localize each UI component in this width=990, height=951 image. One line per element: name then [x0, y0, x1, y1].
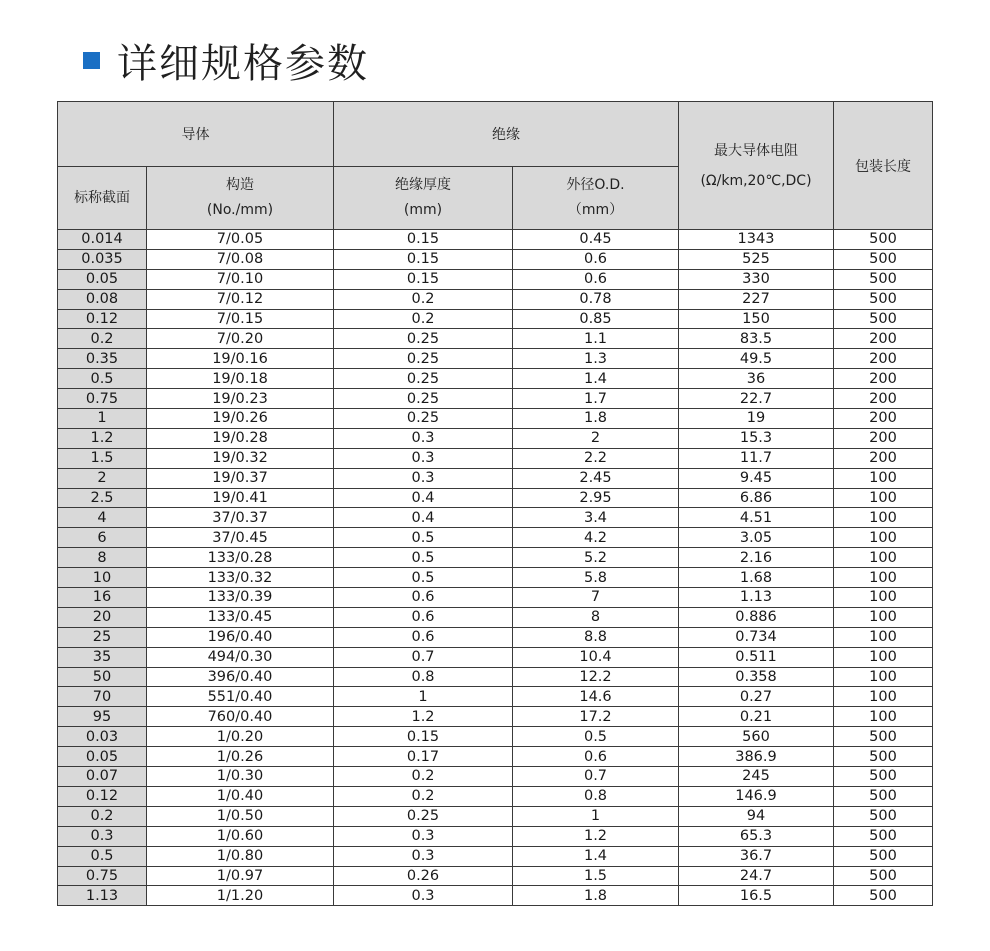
cell-nominal-section: 1.2 — [58, 428, 147, 448]
cell-nominal-section: 0.75 — [58, 389, 147, 409]
cell-nominal-section: 0.07 — [58, 767, 147, 787]
table-row — [58, 568, 933, 588]
cell-construction: 133/0.28 — [147, 548, 334, 568]
cell-package-length: 100 — [834, 568, 933, 588]
cell-outer-diameter: 1.1 — [513, 329, 679, 349]
cell-nominal-section: 0.75 — [58, 866, 147, 886]
header-nominal-section: 标称截面 — [58, 167, 147, 230]
cell-construction: 1/0.40 — [147, 786, 334, 806]
cell-package-length: 100 — [834, 607, 933, 627]
cell-construction: 196/0.40 — [147, 627, 334, 647]
header-construction-line2: (No./mm) — [206, 202, 274, 218]
cell-construction: 19/0.32 — [147, 448, 334, 468]
cell-construction: 396/0.40 — [147, 667, 334, 687]
cell-outer-diameter: 0.5 — [513, 727, 679, 747]
cell-package-length: 100 — [834, 627, 933, 647]
cell-max-resistance: 24.7 — [679, 866, 834, 886]
cell-package-length: 500 — [834, 727, 933, 747]
cell-nominal-section: 35 — [58, 647, 147, 667]
cell-insulation-thickness: 0.2 — [334, 289, 513, 309]
cell-max-resistance: 11.7 — [679, 448, 834, 468]
table-row — [58, 349, 933, 369]
cell-max-resistance: 36 — [679, 369, 834, 389]
cell-package-length: 500 — [834, 747, 933, 767]
cell-max-resistance: 6.86 — [679, 488, 834, 508]
table-row — [58, 528, 933, 548]
cell-construction: 1/0.50 — [147, 806, 334, 826]
cell-nominal-section: 70 — [58, 687, 147, 707]
cell-max-resistance: 525 — [679, 249, 834, 269]
header-insulation-thickness — [334, 167, 513, 230]
cell-insulation-thickness: 0.15 — [334, 230, 513, 250]
cell-nominal-section: 0.12 — [58, 786, 147, 806]
cell-outer-diameter: 1.5 — [513, 866, 679, 886]
cell-construction: 19/0.16 — [147, 349, 334, 369]
cell-max-resistance: 65.3 — [679, 826, 834, 846]
cell-insulation-thickness: 0.4 — [334, 488, 513, 508]
table-row — [58, 607, 933, 627]
header-ins-thickness-line2: (mm) — [403, 202, 443, 218]
cell-outer-diameter: 1.8 — [513, 886, 679, 906]
cell-insulation-thickness: 0.3 — [334, 448, 513, 468]
cell-construction: 1/0.80 — [147, 846, 334, 866]
cell-max-resistance: 94 — [679, 806, 834, 826]
cell-package-length: 500 — [834, 806, 933, 826]
cell-insulation-thickness: 0.3 — [334, 468, 513, 488]
cell-nominal-section: 50 — [58, 667, 147, 687]
cell-nominal-section: 0.2 — [58, 806, 147, 826]
table-row — [58, 707, 933, 727]
cell-nominal-section: 20 — [58, 607, 147, 627]
cell-max-resistance: 16.5 — [679, 886, 834, 906]
cell-nominal-section: 95 — [58, 707, 147, 727]
cell-outer-diameter: 8.8 — [513, 627, 679, 647]
cell-nominal-section: 1.13 — [58, 886, 147, 906]
cell-insulation-thickness: 0.25 — [334, 806, 513, 826]
cell-construction: 1/0.26 — [147, 747, 334, 767]
cell-insulation-thickness: 0.5 — [334, 528, 513, 548]
table-row — [58, 409, 933, 429]
header-outer-diameter — [513, 167, 679, 230]
cell-insulation-thickness: 1.2 — [334, 707, 513, 727]
cell-insulation-thickness: 0.3 — [334, 846, 513, 866]
cell-outer-diameter: 1.7 — [513, 389, 679, 409]
cell-outer-diameter: 5.8 — [513, 568, 679, 588]
cell-insulation-thickness: 0.17 — [334, 747, 513, 767]
cell-insulation-thickness: 1 — [334, 687, 513, 707]
cell-outer-diameter: 0.6 — [513, 269, 679, 289]
cell-outer-diameter: 0.8 — [513, 786, 679, 806]
header-outer-diameter-line2: （mm） — [567, 202, 624, 218]
cell-nominal-section: 0.12 — [58, 309, 147, 329]
cell-insulation-thickness: 0.25 — [334, 349, 513, 369]
cell-insulation-thickness: 0.5 — [334, 568, 513, 588]
cell-insulation-thickness: 0.15 — [334, 269, 513, 289]
cell-construction: 133/0.39 — [147, 588, 334, 608]
cell-construction: 551/0.40 — [147, 687, 334, 707]
cell-outer-diameter: 1 — [513, 806, 679, 826]
cell-package-length: 500 — [834, 826, 933, 846]
cell-nominal-section: 0.5 — [58, 369, 147, 389]
cell-outer-diameter: 0.6 — [513, 249, 679, 269]
header-outer-diameter-line1: 外径O.D. — [566, 177, 625, 193]
cell-nominal-section: 0.08 — [58, 289, 147, 309]
table-row — [58, 806, 933, 826]
cell-package-length: 100 — [834, 667, 933, 687]
cell-outer-diameter: 14.6 — [513, 687, 679, 707]
cell-package-length: 500 — [834, 786, 933, 806]
cell-insulation-thickness: 0.25 — [334, 369, 513, 389]
table-row — [58, 329, 933, 349]
header-max-resistance-line1: 最大导体电阻 — [714, 142, 798, 159]
cell-construction: 19/0.28 — [147, 428, 334, 448]
cell-max-resistance: 2.16 — [679, 548, 834, 568]
cell-max-resistance: 146.9 — [679, 786, 834, 806]
cell-max-resistance: 386.9 — [679, 747, 834, 767]
table-row — [58, 249, 933, 269]
cell-insulation-thickness: 0.2 — [334, 309, 513, 329]
cell-construction: 19/0.23 — [147, 389, 334, 409]
table-row — [58, 230, 933, 250]
cell-construction: 7/0.10 — [147, 269, 334, 289]
cell-nominal-section: 1.5 — [58, 448, 147, 468]
header-max-resistance — [679, 102, 834, 230]
cell-package-length: 100 — [834, 588, 933, 608]
cell-max-resistance: 83.5 — [679, 329, 834, 349]
header-insulation: 绝缘 — [334, 102, 679, 167]
cell-construction: 19/0.41 — [147, 488, 334, 508]
cell-construction: 133/0.45 — [147, 607, 334, 627]
cell-insulation-thickness: 0.3 — [334, 826, 513, 846]
cell-max-resistance: 19 — [679, 409, 834, 429]
cell-construction: 7/0.15 — [147, 309, 334, 329]
cell-outer-diameter: 8 — [513, 607, 679, 627]
cell-max-resistance: 0.358 — [679, 667, 834, 687]
cell-outer-diameter: 12.2 — [513, 667, 679, 687]
cell-package-length: 200 — [834, 448, 933, 468]
cell-max-resistance: 22.7 — [679, 389, 834, 409]
cell-package-length: 500 — [834, 846, 933, 866]
table-row — [58, 369, 933, 389]
cell-outer-diameter: 5.2 — [513, 548, 679, 568]
cell-construction: 7/0.08 — [147, 249, 334, 269]
cell-package-length: 500 — [834, 269, 933, 289]
cell-max-resistance: 15.3 — [679, 428, 834, 448]
cell-package-length: 200 — [834, 349, 933, 369]
cell-construction: 494/0.30 — [147, 647, 334, 667]
cell-insulation-thickness: 0.3 — [334, 886, 513, 906]
table-row — [58, 667, 933, 687]
cell-nominal-section: 4 — [58, 508, 147, 528]
cell-outer-diameter: 0.6 — [513, 747, 679, 767]
cell-nominal-section: 0.05 — [58, 747, 147, 767]
cell-package-length: 200 — [834, 369, 933, 389]
cell-outer-diameter: 2.2 — [513, 448, 679, 468]
cell-max-resistance: 1343 — [679, 230, 834, 250]
cell-max-resistance: 245 — [679, 767, 834, 787]
table-row — [58, 747, 933, 767]
cell-construction: 133/0.32 — [147, 568, 334, 588]
blue-square-icon — [83, 52, 100, 69]
cell-max-resistance: 4.51 — [679, 508, 834, 528]
cell-insulation-thickness: 0.25 — [334, 329, 513, 349]
cell-construction: 1/1.20 — [147, 886, 334, 906]
cell-nominal-section: 0.03 — [58, 727, 147, 747]
table-row — [58, 428, 933, 448]
cell-insulation-thickness: 0.2 — [334, 786, 513, 806]
cell-outer-diameter: 1.8 — [513, 409, 679, 429]
cell-construction: 37/0.37 — [147, 508, 334, 528]
cell-package-length: 100 — [834, 508, 933, 528]
cell-construction: 1/0.20 — [147, 727, 334, 747]
cell-nominal-section: 10 — [58, 568, 147, 588]
cell-max-resistance: 1.68 — [679, 568, 834, 588]
header-package-length: 包装长度 — [834, 102, 933, 230]
cell-construction: 1/0.97 — [147, 866, 334, 886]
cell-outer-diameter: 10.4 — [513, 647, 679, 667]
cell-package-length: 100 — [834, 488, 933, 508]
cell-outer-diameter: 7 — [513, 588, 679, 608]
cell-outer-diameter: 17.2 — [513, 707, 679, 727]
cell-insulation-thickness: 0.8 — [334, 667, 513, 687]
cell-package-length: 100 — [834, 468, 933, 488]
cell-insulation-thickness: 0.25 — [334, 409, 513, 429]
cell-construction: 7/0.12 — [147, 289, 334, 309]
cell-construction: 19/0.18 — [147, 369, 334, 389]
cell-package-length: 100 — [834, 528, 933, 548]
cell-nominal-section: 8 — [58, 548, 147, 568]
table-body — [58, 230, 933, 906]
cell-insulation-thickness: 0.25 — [334, 389, 513, 409]
cell-package-length: 500 — [834, 230, 933, 250]
header-max-resistance-line2: (Ω/km,20℃,DC) — [700, 172, 812, 189]
cell-max-resistance: 49.5 — [679, 349, 834, 369]
cell-insulation-thickness: 0.5 — [334, 548, 513, 568]
cell-package-length: 100 — [834, 707, 933, 727]
cell-outer-diameter: 1.3 — [513, 349, 679, 369]
header-ins-thickness-line1: 绝缘厚度 — [395, 177, 451, 193]
cell-nominal-section: 0.5 — [58, 846, 147, 866]
cell-outer-diameter: 3.4 — [513, 508, 679, 528]
cell-construction: 19/0.26 — [147, 409, 334, 429]
cell-nominal-section: 2 — [58, 468, 147, 488]
cell-nominal-section: 0.3 — [58, 826, 147, 846]
cell-construction: 19/0.37 — [147, 468, 334, 488]
page-title: 详细规格参数 — [117, 40, 369, 87]
cell-insulation-thickness: 0.6 — [334, 588, 513, 608]
cell-nominal-section: 25 — [58, 627, 147, 647]
cell-outer-diameter: 0.78 — [513, 289, 679, 309]
cell-max-resistance: 560 — [679, 727, 834, 747]
cell-insulation-thickness: 0.4 — [334, 508, 513, 528]
cell-construction: 760/0.40 — [147, 707, 334, 727]
cell-package-length: 500 — [834, 866, 933, 886]
cell-nominal-section: 16 — [58, 588, 147, 608]
table-row — [58, 588, 933, 608]
cell-max-resistance: 227 — [679, 289, 834, 309]
cell-nominal-section: 0.05 — [58, 269, 147, 289]
cell-construction: 1/0.30 — [147, 767, 334, 787]
cell-outer-diameter: 4.2 — [513, 528, 679, 548]
cell-nominal-section: 0.35 — [58, 349, 147, 369]
table-row — [58, 687, 933, 707]
table-row — [58, 468, 933, 488]
cell-nominal-section: 0.014 — [58, 230, 147, 250]
cell-package-length: 200 — [834, 389, 933, 409]
cell-max-resistance: 9.45 — [679, 468, 834, 488]
table-row — [58, 886, 933, 906]
cell-package-length: 100 — [834, 687, 933, 707]
cell-outer-diameter: 1.2 — [513, 826, 679, 846]
table-row — [58, 289, 933, 309]
table-row — [58, 389, 933, 409]
table-row — [58, 727, 933, 747]
cell-max-resistance: 330 — [679, 269, 834, 289]
cell-nominal-section: 2.5 — [58, 488, 147, 508]
table-row — [58, 846, 933, 866]
cell-package-length: 200 — [834, 428, 933, 448]
table-row — [58, 647, 933, 667]
cell-max-resistance: 3.05 — [679, 528, 834, 548]
cell-package-length: 500 — [834, 886, 933, 906]
cell-package-length: 500 — [834, 249, 933, 269]
table-row — [58, 627, 933, 647]
table-row — [58, 786, 933, 806]
cell-insulation-thickness: 0.26 — [334, 866, 513, 886]
header-construction-line1: 构造 — [226, 177, 254, 193]
cell-construction: 7/0.05 — [147, 230, 334, 250]
cell-nominal-section: 6 — [58, 528, 147, 548]
cell-max-resistance: 0.27 — [679, 687, 834, 707]
cell-max-resistance: 36.7 — [679, 846, 834, 866]
cell-outer-diameter: 0.7 — [513, 767, 679, 787]
cell-nominal-section: 0.035 — [58, 249, 147, 269]
cell-max-resistance: 1.13 — [679, 588, 834, 608]
cell-construction: 37/0.45 — [147, 528, 334, 548]
cell-max-resistance: 0.734 — [679, 627, 834, 647]
cell-construction: 1/0.60 — [147, 826, 334, 846]
table-row — [58, 309, 933, 329]
table-row — [58, 269, 933, 289]
cell-insulation-thickness: 0.15 — [334, 727, 513, 747]
cell-insulation-thickness: 0.7 — [334, 647, 513, 667]
table-row — [58, 866, 933, 886]
cell-outer-diameter: 1.4 — [513, 846, 679, 866]
header-conductor: 导体 — [58, 102, 334, 167]
cell-max-resistance: 150 — [679, 309, 834, 329]
cell-package-length: 200 — [834, 409, 933, 429]
cell-nominal-section: 0.2 — [58, 329, 147, 349]
cell-package-length: 500 — [834, 309, 933, 329]
cell-max-resistance: 0.21 — [679, 707, 834, 727]
cell-outer-diameter: 0.85 — [513, 309, 679, 329]
cell-max-resistance: 0.886 — [679, 607, 834, 627]
cell-max-resistance: 0.511 — [679, 647, 834, 667]
cell-package-length: 200 — [834, 329, 933, 349]
table-row — [58, 548, 933, 568]
cell-insulation-thickness: 0.6 — [334, 607, 513, 627]
cell-insulation-thickness: 0.15 — [334, 249, 513, 269]
page-title-block — [83, 30, 369, 90]
cell-outer-diameter: 2.95 — [513, 488, 679, 508]
cell-construction: 7/0.20 — [147, 329, 334, 349]
cell-package-length: 100 — [834, 647, 933, 667]
cell-insulation-thickness: 0.2 — [334, 767, 513, 787]
table-row — [58, 767, 933, 787]
table-row — [58, 826, 933, 846]
cell-package-length: 100 — [834, 548, 933, 568]
cell-outer-diameter: 0.45 — [513, 230, 679, 250]
cell-nominal-section: 1 — [58, 409, 147, 429]
spec-table — [57, 101, 933, 906]
table-row — [58, 488, 933, 508]
cell-outer-diameter: 2 — [513, 428, 679, 448]
table-row — [58, 508, 933, 528]
cell-package-length: 500 — [834, 289, 933, 309]
table-header — [58, 102, 933, 230]
table-row — [58, 448, 933, 468]
header-construction — [147, 167, 334, 230]
cell-insulation-thickness: 0.3 — [334, 428, 513, 448]
cell-package-length: 500 — [834, 767, 933, 787]
cell-outer-diameter: 1.4 — [513, 369, 679, 389]
cell-outer-diameter: 2.45 — [513, 468, 679, 488]
cell-insulation-thickness: 0.6 — [334, 627, 513, 647]
